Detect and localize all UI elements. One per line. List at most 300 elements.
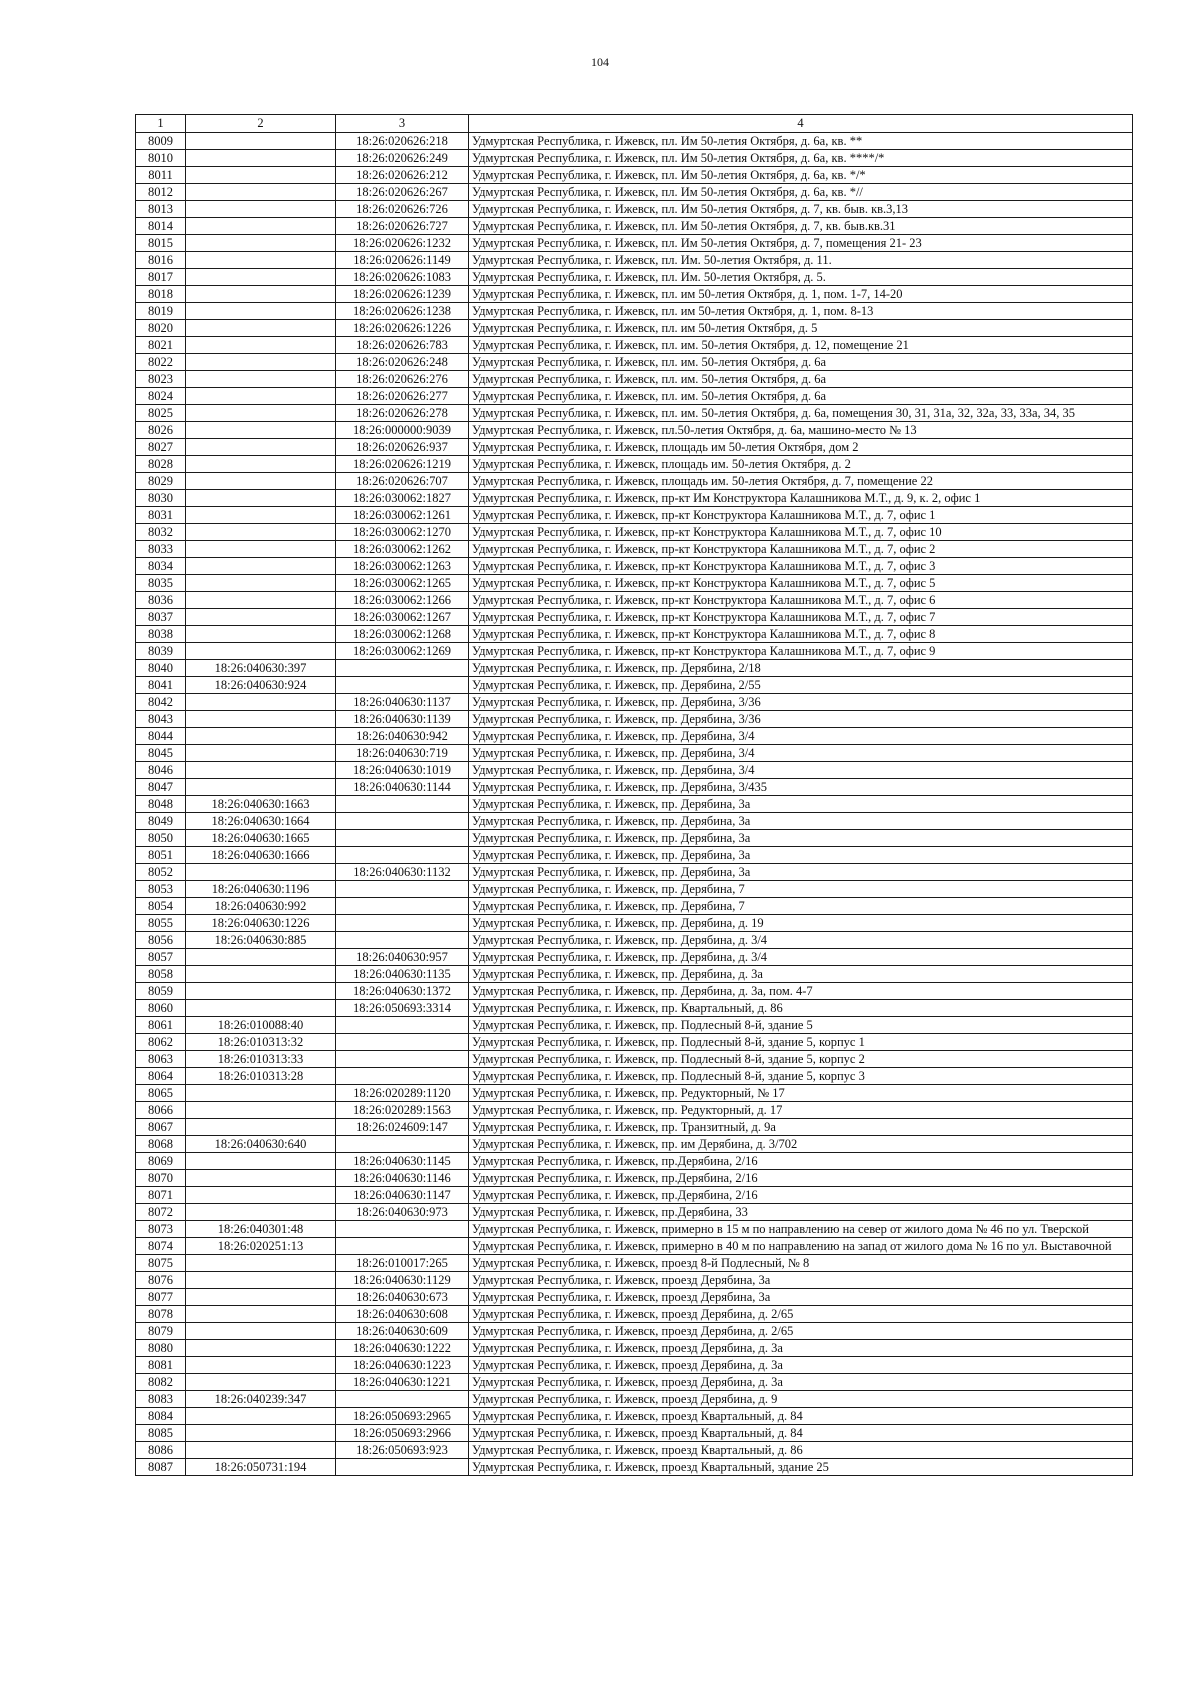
table-row — [136, 745, 1133, 762]
cadastral-number-land — [186, 1085, 336, 1102]
address: Удмуртская Республика, г. Ижевск, пр. Дерябина, 7 — [469, 898, 1133, 915]
address: Удмуртская Республика, г. Ижевск, пл. им. 50-летия Октября, д. 6а — [469, 371, 1133, 388]
table-row — [136, 1459, 1133, 1476]
cadastral-number-land — [186, 405, 336, 422]
row-number: 8066 — [136, 1102, 186, 1119]
row-number: 8073 — [136, 1221, 186, 1238]
row-number: 8071 — [136, 1187, 186, 1204]
cadastral-number-object: 18:26:020626:1232 — [336, 235, 469, 252]
cadastral-number-object: 18:26:020626:1083 — [336, 269, 469, 286]
cadastral-number-land — [186, 507, 336, 524]
address: Удмуртская Республика, г. Ижевск, пр. Подлесный 8-й, здание 5, корпус 2 — [469, 1051, 1133, 1068]
header-row — [136, 115, 1133, 133]
table-row — [136, 592, 1133, 609]
address: Удмуртская Республика, г. Ижевск, пр-кт Им Конструктора Калашникова М.Т., д. 9, к. 2, офис 1 — [469, 490, 1133, 507]
cadastral-number-land — [186, 388, 336, 405]
row-number: 8042 — [136, 694, 186, 711]
cadastral-number-object: 18:26:020289:1120 — [336, 1085, 469, 1102]
row-number: 8020 — [136, 320, 186, 337]
address: Удмуртская Республика, г. Ижевск, пр.Дерябина, 33 — [469, 1204, 1133, 1221]
table-row — [136, 1425, 1133, 1442]
address: Удмуртская Республика, г. Ижевск, пл. им. 50-летия Октября, д. 6а — [469, 388, 1133, 405]
address: Удмуртская Республика, г. Ижевск, пл. им. 50-летия Октября, д. 12, помещение 21 — [469, 337, 1133, 354]
table-row — [136, 1187, 1133, 1204]
cadastral-number-object: 18:26:010017:265 — [336, 1255, 469, 1272]
address: Удмуртская Республика, г. Ижевск, пр. Дерябина, 3а — [469, 796, 1133, 813]
cadastral-number-land — [186, 1323, 336, 1340]
table-row — [136, 201, 1133, 218]
cadastral-number-object: 18:26:020626:277 — [336, 388, 469, 405]
table-row — [136, 235, 1133, 252]
row-number: 8075 — [136, 1255, 186, 1272]
cadastral-number-object: 18:26:030062:1261 — [336, 507, 469, 524]
cadastral-number-object: 18:26:020626:1219 — [336, 456, 469, 473]
cadastral-number-land: 18:26:040239:347 — [186, 1391, 336, 1408]
cadastral-number-land — [186, 354, 336, 371]
cadastral-number-object: 18:26:040630:1144 — [336, 779, 469, 796]
cadastral-number-object: 18:26:020626:276 — [336, 371, 469, 388]
cadastral-number-object: 18:26:040630:608 — [336, 1306, 469, 1323]
table-row — [136, 388, 1133, 405]
address: Удмуртская Республика, г. Ижевск, примерно в 40 м по направлению на запад от жилого дома № 16 по ул. Выставочной — [469, 1238, 1133, 1255]
cadastral-number-land — [186, 201, 336, 218]
address: Удмуртская Республика, г. Ижевск, пр-кт Конструктора Калашникова М.Т., д. 7, офис 5 — [469, 575, 1133, 592]
address: Удмуртская Республика, г. Ижевск, пр. Транзитный, д. 9а — [469, 1119, 1133, 1136]
cadastral-number-land: 18:26:040630:640 — [186, 1136, 336, 1153]
cadastral-number-land: 18:26:040630:1666 — [186, 847, 336, 864]
cadastral-number-object: 18:26:040630:1221 — [336, 1374, 469, 1391]
row-number: 8041 — [136, 677, 186, 694]
cadastral-number-land — [186, 337, 336, 354]
address: Удмуртская Республика, г. Ижевск, пл. Им. 50-летия Октября, д. 5. — [469, 269, 1133, 286]
cadastral-number-object: 18:26:000000:9039 — [336, 422, 469, 439]
cadastral-number-land — [186, 269, 336, 286]
row-number: 8048 — [136, 796, 186, 813]
table-row — [136, 422, 1133, 439]
table-row — [136, 830, 1133, 847]
cadastral-number-land: 18:26:040630:992 — [186, 898, 336, 915]
address: Удмуртская Республика, г. Ижевск, пл.50-летия Октября, д. 6а, машино-место № 13 — [469, 422, 1133, 439]
row-number: 8043 — [136, 711, 186, 728]
address: Удмуртская Республика, г. Ижевск, проезд Дерябина, д. 2/65 — [469, 1306, 1133, 1323]
table-row — [136, 728, 1133, 745]
address: Удмуртская Республика, г. Ижевск, пр. Редукторный, д. 17 — [469, 1102, 1133, 1119]
row-number: 8014 — [136, 218, 186, 235]
cadastral-number-land — [186, 1119, 336, 1136]
table-row — [136, 677, 1133, 694]
cadastral-number-object: 18:26:020626:726 — [336, 201, 469, 218]
table-row — [136, 1119, 1133, 1136]
table-row — [136, 711, 1133, 728]
cadastral-number-object: 18:26:020626:1238 — [336, 303, 469, 320]
row-number: 8016 — [136, 252, 186, 269]
address: Удмуртская Республика, г. Ижевск, площадь им. 50-летия Октября, д. 7, помещение 22 — [469, 473, 1133, 490]
cadastral-number-land: 18:26:040630:1663 — [186, 796, 336, 813]
cadastral-number-land — [186, 473, 336, 490]
cadastral-number-land — [186, 745, 336, 762]
cadastral-number-land — [186, 490, 336, 507]
cadastral-number-land — [186, 1000, 336, 1017]
cadastral-number-object — [336, 847, 469, 864]
table-row — [136, 1442, 1133, 1459]
cadastral-number-object: 18:26:030062:1262 — [336, 541, 469, 558]
row-number: 8009 — [136, 133, 186, 150]
table-row — [136, 762, 1133, 779]
row-number: 8022 — [136, 354, 186, 371]
cadastral-number-land: 18:26:040630:1664 — [186, 813, 336, 830]
cadastral-number-object — [336, 1238, 469, 1255]
row-number: 8046 — [136, 762, 186, 779]
cadastral-number-object — [336, 1459, 469, 1476]
address: Удмуртская Республика, г. Ижевск, пл. Им. 50-летия Октября, д. 11. — [469, 252, 1133, 269]
table-row — [136, 1374, 1133, 1391]
cadastral-number-object: 18:26:030062:1827 — [336, 490, 469, 507]
table-row — [136, 813, 1133, 830]
row-number: 8031 — [136, 507, 186, 524]
cadastral-number-land — [186, 1306, 336, 1323]
cadastral-number-land — [186, 541, 336, 558]
address: Удмуртская Республика, г. Ижевск, пр. Подлесный 8-й, здание 5 — [469, 1017, 1133, 1034]
cadastral-number-land — [186, 626, 336, 643]
address: Удмуртская Республика, г. Ижевск, пл. им 50-летия Октября, д. 1, пом. 8-13 — [469, 303, 1133, 320]
cadastral-number-object: 18:26:040630:1146 — [336, 1170, 469, 1187]
row-number: 8026 — [136, 422, 186, 439]
cadastral-number-object: 18:26:030062:1269 — [336, 643, 469, 660]
page-number: 104 — [591, 55, 609, 69]
cadastral-number-land — [186, 1340, 336, 1357]
cadastral-number-land — [186, 371, 336, 388]
cadastral-number-object: 18:26:020626:248 — [336, 354, 469, 371]
table-row — [136, 320, 1133, 337]
table-row — [136, 473, 1133, 490]
cadastral-number-object: 18:26:040630:1372 — [336, 983, 469, 1000]
address: Удмуртская Республика, г. Ижевск, пр. Дерябина, 3/435 — [469, 779, 1133, 796]
cadastral-number-object — [336, 1068, 469, 1085]
row-number: 8011 — [136, 167, 186, 184]
cadastral-number-object: 18:26:020626:249 — [336, 150, 469, 167]
row-number: 8024 — [136, 388, 186, 405]
address: Удмуртская Республика, г. Ижевск, пр. Редукторный, № 17 — [469, 1085, 1133, 1102]
cadastral-number-object: 18:26:030062:1265 — [336, 575, 469, 592]
row-number: 8076 — [136, 1272, 186, 1289]
table-row — [136, 1357, 1133, 1374]
row-number: 8054 — [136, 898, 186, 915]
cadastral-number-land — [186, 1255, 336, 1272]
row-number: 8061 — [136, 1017, 186, 1034]
cadastral-number-land: 18:26:010313:32 — [186, 1034, 336, 1051]
row-number: 8018 — [136, 286, 186, 303]
table-row — [136, 1136, 1133, 1153]
cadastral-number-land: 18:26:010313:33 — [186, 1051, 336, 1068]
row-number: 8057 — [136, 949, 186, 966]
row-number: 8013 — [136, 201, 186, 218]
row-number: 8033 — [136, 541, 186, 558]
table-row — [136, 218, 1133, 235]
table-row — [136, 694, 1133, 711]
table-row — [136, 490, 1133, 507]
cadastral-number-land — [186, 320, 336, 337]
cadastral-number-land — [186, 303, 336, 320]
cadastral-number-land — [186, 694, 336, 711]
address: Удмуртская Республика, г. Ижевск, пл. Им 50-летия Октября, д. 7, кв. быв.кв.31 — [469, 218, 1133, 235]
row-number: 8030 — [136, 490, 186, 507]
address: Удмуртская Республика, г. Ижевск, пр. Квартальный, д. 86 — [469, 1000, 1133, 1017]
row-number: 8051 — [136, 847, 186, 864]
address: Удмуртская Республика, г. Ижевск, пр-кт Конструктора Калашникова М.Т., д. 7, офис 2 — [469, 541, 1133, 558]
cadastral-number-object — [336, 1017, 469, 1034]
table-row — [136, 1408, 1133, 1425]
row-number: 8079 — [136, 1323, 186, 1340]
row-number: 8040 — [136, 660, 186, 677]
table-row — [136, 371, 1133, 388]
row-number: 8065 — [136, 1085, 186, 1102]
address: Удмуртская Республика, г. Ижевск, пл. Им 50-летия Октября, д. 6а, кв. */* — [469, 167, 1133, 184]
cadastral-number-land: 18:26:040630:1226 — [186, 915, 336, 932]
table-row — [136, 439, 1133, 456]
table-row — [136, 1068, 1133, 1085]
table-row — [136, 405, 1133, 422]
table-row — [136, 541, 1133, 558]
table-row — [136, 847, 1133, 864]
row-number: 8055 — [136, 915, 186, 932]
cadastral-number-object: 18:26:040630:1137 — [336, 694, 469, 711]
cadastral-number-object: 18:26:040630:1223 — [336, 1357, 469, 1374]
cadastral-number-object: 18:26:040630:1019 — [336, 762, 469, 779]
row-number: 8032 — [136, 524, 186, 541]
cadastral-number-object: 18:26:030062:1268 — [336, 626, 469, 643]
row-number: 8039 — [136, 643, 186, 660]
row-number: 8027 — [136, 439, 186, 456]
address: Удмуртская Республика, г. Ижевск, пр. Подлесный 8-й, здание 5, корпус 3 — [469, 1068, 1133, 1085]
row-number: 8052 — [136, 864, 186, 881]
table-row — [136, 337, 1133, 354]
address: Удмуртская Республика, г. Ижевск, пр. Дерябина, 3/36 — [469, 711, 1133, 728]
cadastral-number-object — [336, 932, 469, 949]
cadastral-number-object: 18:26:020626:278 — [336, 405, 469, 422]
address: Удмуртская Республика, г. Ижевск, площадь им. 50-летия Октября, д. 2 — [469, 456, 1133, 473]
cadastral-number-object: 18:26:030062:1263 — [336, 558, 469, 575]
row-number: 8060 — [136, 1000, 186, 1017]
row-number: 8084 — [136, 1408, 186, 1425]
cadastral-number-object: 18:26:020626:1149 — [336, 252, 469, 269]
table-row — [136, 1238, 1133, 1255]
cadastral-number-land — [186, 422, 336, 439]
cadastral-number-object — [336, 881, 469, 898]
cadastral-number-land: 18:26:040630:397 — [186, 660, 336, 677]
address: Удмуртская Республика, г. Ижевск, пр-кт Конструктора Калашникова М.Т., д. 7, офис 10 — [469, 524, 1133, 541]
cadastral-number-object: 18:26:040630:1145 — [336, 1153, 469, 1170]
address: Удмуртская Республика, г. Ижевск, пр.Дерябина, 2/16 — [469, 1187, 1133, 1204]
cadastral-number-object: 18:26:040630:609 — [336, 1323, 469, 1340]
cadastral-number-land: 18:26:040630:1196 — [186, 881, 336, 898]
row-number: 8087 — [136, 1459, 186, 1476]
cadastral-number-land — [186, 1357, 336, 1374]
cadastral-number-object: 18:26:020626:937 — [336, 439, 469, 456]
cadastral-number-object: 18:26:020626:783 — [336, 337, 469, 354]
cadastral-number-land — [186, 1272, 336, 1289]
row-number: 8028 — [136, 456, 186, 473]
column-header-4: 4 — [469, 115, 1133, 133]
cadastral-number-land — [186, 1425, 336, 1442]
cadastral-number-object: 18:26:040630:1222 — [336, 1340, 469, 1357]
table-row — [136, 354, 1133, 371]
cadastral-number-object — [336, 813, 469, 830]
table-row — [136, 150, 1133, 167]
row-number: 8064 — [136, 1068, 186, 1085]
cadastral-number-land: 18:26:040630:1665 — [186, 830, 336, 847]
cadastral-number-object: 18:26:020626:727 — [336, 218, 469, 235]
cadastral-number-land: 18:26:020251:13 — [186, 1238, 336, 1255]
address: Удмуртская Республика, г. Ижевск, пр. Дерябина, 7 — [469, 881, 1133, 898]
table-row — [136, 898, 1133, 915]
table-row — [136, 1306, 1133, 1323]
cadastral-number-object: 18:26:020626:707 — [336, 473, 469, 490]
cadastral-number-object — [336, 915, 469, 932]
cadastral-number-object: 18:26:040630:673 — [336, 1289, 469, 1306]
cadastral-number-object: 18:26:020289:1563 — [336, 1102, 469, 1119]
cadastral-number-object: 18:26:020626:267 — [336, 184, 469, 201]
cadastral-number-object: 18:26:040630:1139 — [336, 711, 469, 728]
table-row — [136, 133, 1133, 150]
address: Удмуртская Республика, г. Ижевск, пл. им. 50-летия Октября, д. 6а — [469, 354, 1133, 371]
address: Удмуртская Республика, г. Ижевск, пр. Дерябина, 3/4 — [469, 745, 1133, 762]
row-number: 8047 — [136, 779, 186, 796]
cadastral-number-land — [186, 184, 336, 201]
cadastral-number-land — [186, 1374, 336, 1391]
cadastral-number-land — [186, 252, 336, 269]
table-row — [136, 1102, 1133, 1119]
table-row — [136, 1051, 1133, 1068]
cadastral-number-land — [186, 864, 336, 881]
row-number: 8044 — [136, 728, 186, 745]
table-row — [136, 1153, 1133, 1170]
row-number: 8067 — [136, 1119, 186, 1136]
table-row — [136, 966, 1133, 983]
address: Удмуртская Республика, г. Ижевск, проезд Дерябина, 3а — [469, 1272, 1133, 1289]
address: Удмуртская Республика, г. Ижевск, пл. им 50-летия Октября, д. 5 — [469, 320, 1133, 337]
cadastral-number-land — [186, 643, 336, 660]
cadastral-number-land — [186, 456, 336, 473]
row-number: 8083 — [136, 1391, 186, 1408]
table-row — [136, 1289, 1133, 1306]
address: Удмуртская Республика, г. Ижевск, пр. им Дерябина, д. 3/702 — [469, 1136, 1133, 1153]
address: Удмуртская Республика, г. Ижевск, пл. им 50-летия Октября, д. 1, пом. 1-7, 14-20 — [469, 286, 1133, 303]
address: Удмуртская Республика, г. Ижевск, проезд 8-й Подлесный, № 8 — [469, 1255, 1133, 1272]
cadastral-number-object — [336, 1136, 469, 1153]
table-row — [136, 1221, 1133, 1238]
address: Удмуртская Республика, г. Ижевск, пр-кт Конструктора Калашникова М.Т., д. 7, офис 9 — [469, 643, 1133, 660]
cadastral-number-object: 18:26:040630:1147 — [336, 1187, 469, 1204]
table-row — [136, 524, 1133, 541]
cadastral-number-object — [336, 796, 469, 813]
table-row — [136, 269, 1133, 286]
address: Удмуртская Республика, г. Ижевск, пр. Дерябина, 3а — [469, 847, 1133, 864]
row-number: 8012 — [136, 184, 186, 201]
cadastral-number-land — [186, 779, 336, 796]
cadastral-number-object: 18:26:040630:1132 — [336, 864, 469, 881]
address: Удмуртская Республика, г. Ижевск, проезд Дерябина, д. 3а — [469, 1374, 1133, 1391]
row-number: 8019 — [136, 303, 186, 320]
cadastral-number-land — [186, 609, 336, 626]
cadastral-number-object: 18:26:050693:2966 — [336, 1425, 469, 1442]
address: Удмуртская Республика, г. Ижевск, примерно в 15 м по направлению на север от жилого дома № 46 по ул. Тверской — [469, 1221, 1133, 1238]
cadastral-number-land — [186, 524, 336, 541]
table-row — [136, 1272, 1133, 1289]
row-number: 8070 — [136, 1170, 186, 1187]
cadastral-number-object: 18:26:030062:1270 — [336, 524, 469, 541]
address: Удмуртская Республика, г. Ижевск, пл. Им 50-летия Октября, д. 6а, кв. ****/* — [469, 150, 1133, 167]
row-number: 8081 — [136, 1357, 186, 1374]
row-number: 8086 — [136, 1442, 186, 1459]
row-number: 8010 — [136, 150, 186, 167]
cadastral-number-object — [336, 898, 469, 915]
address: Удмуртская Республика, г. Ижевск, пр. Дерябина, д. 19 — [469, 915, 1133, 932]
cadastral-number-object — [336, 830, 469, 847]
address: Удмуртская Республика, г. Ижевск, пл. Им 50-летия Октября, д. 7, кв. быв. кв.3,13 — [469, 201, 1133, 218]
cadastral-number-object: 18:26:024609:147 — [336, 1119, 469, 1136]
cadastral-number-object — [336, 677, 469, 694]
row-number: 8029 — [136, 473, 186, 490]
row-number: 8034 — [136, 558, 186, 575]
table-row — [136, 796, 1133, 813]
table-row — [136, 1255, 1133, 1272]
table-row — [136, 1204, 1133, 1221]
table-row — [136, 184, 1133, 201]
table-row — [136, 643, 1133, 660]
cadastral-number-land — [186, 1170, 336, 1187]
cadastral-number-land — [186, 1442, 336, 1459]
table-row — [136, 1000, 1133, 1017]
table-row — [136, 881, 1133, 898]
table-row — [136, 1034, 1133, 1051]
table-row — [136, 252, 1133, 269]
table-row — [136, 303, 1133, 320]
address: Удмуртская Республика, г. Ижевск, пр. Дерябина, 3а — [469, 864, 1133, 881]
table-row — [136, 983, 1133, 1000]
cadastral-number-object: 18:26:040630:957 — [336, 949, 469, 966]
table-row — [136, 949, 1133, 966]
address: Удмуртская Республика, г. Ижевск, пр. Дерябина, д. 3/4 — [469, 932, 1133, 949]
cadastral-number-object: 18:26:040630:1129 — [336, 1272, 469, 1289]
cadastral-number-land: 18:26:040630:924 — [186, 677, 336, 694]
address: Удмуртская Республика, г. Ижевск, проезд Дерябина, 3а — [469, 1289, 1133, 1306]
address: Удмуртская Республика, г. Ижевск, пр. Дерябина, д. 3а — [469, 966, 1133, 983]
address: Удмуртская Республика, г. Ижевск, пр-кт Конструктора Калашникова М.Т., д. 7, офис 3 — [469, 558, 1133, 575]
address: Удмуртская Республика, г. Ижевск, пр-кт Конструктора Калашникова М.Т., д. 7, офис 1 — [469, 507, 1133, 524]
cadastral-number-land — [186, 1204, 336, 1221]
cadastral-number-object: 18:26:030062:1266 — [336, 592, 469, 609]
row-number: 8015 — [136, 235, 186, 252]
row-number: 8059 — [136, 983, 186, 1000]
cadastral-number-land — [186, 1102, 336, 1119]
cadastral-number-land — [186, 150, 336, 167]
cadastral-number-object — [336, 1221, 469, 1238]
row-number: 8037 — [136, 609, 186, 626]
cadastral-number-land: 18:26:040301:48 — [186, 1221, 336, 1238]
cadastral-number-land — [186, 133, 336, 150]
cadastral-number-object — [336, 1051, 469, 1068]
cadastral-number-object: 18:26:030062:1267 — [336, 609, 469, 626]
address: Удмуртская Республика, г. Ижевск, пр. Дерябина, д. 3а, пом. 4-7 — [469, 983, 1133, 1000]
cadastral-number-object: 18:26:020626:212 — [336, 167, 469, 184]
table-row — [136, 932, 1133, 949]
address: Удмуртская Республика, г. Ижевск, проезд Квартальный, д. 84 — [469, 1425, 1133, 1442]
row-number: 8082 — [136, 1374, 186, 1391]
cadastral-number-land — [186, 439, 336, 456]
cadastral-number-land — [186, 575, 336, 592]
address: Удмуртская Республика, г. Ижевск, пр. Дерябина, 3а — [469, 813, 1133, 830]
address: Удмуртская Республика, г. Ижевск, пр-кт Конструктора Калашникова М.Т., д. 7, офис 8 — [469, 626, 1133, 643]
